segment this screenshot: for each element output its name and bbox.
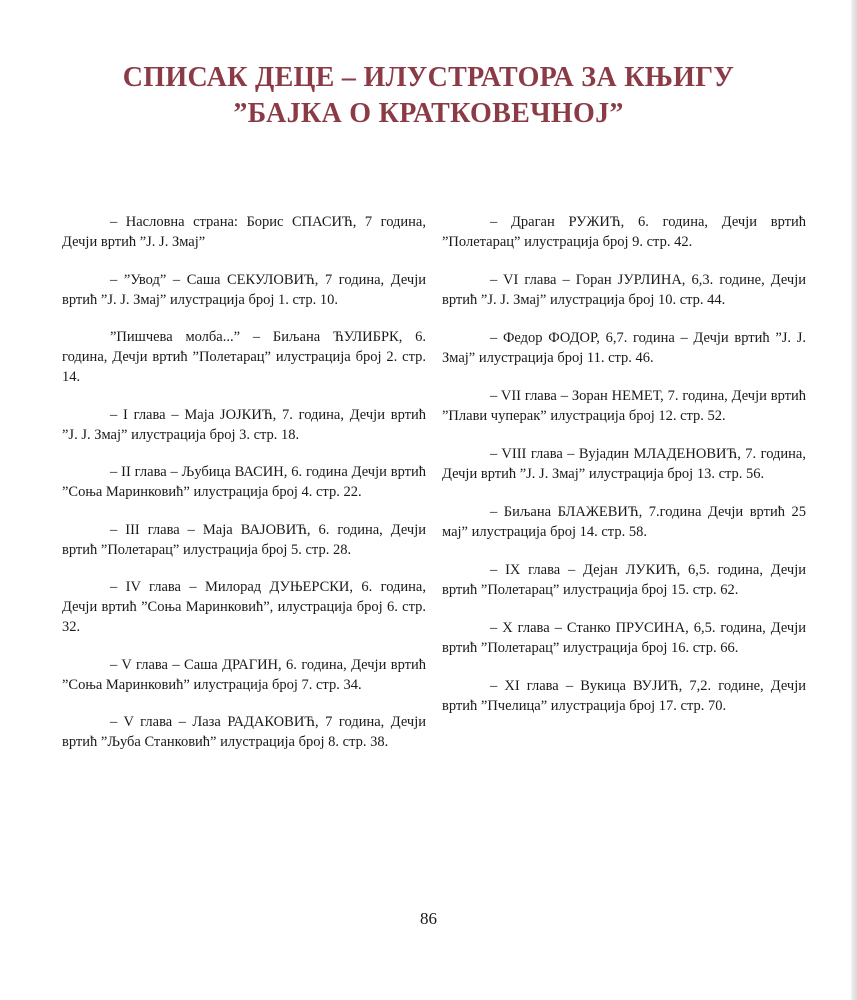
- list-item: – Федор ФОДОР, 6,7. година – Дечји вртић ”Ј. Ј. Змај” илустрација број 11. стр. 46.: [442, 330, 806, 366]
- list-item: – VIII глава – Вујадин МЛАДЕНОВИЋ, 7. година, Дечји вртић ”Ј. Ј. Змај” илустрација број 13. стр. 56.: [442, 446, 806, 482]
- title-line-1: СПИСАК ДЕЦЕ – ИЛУСТРАТОРА ЗА КЊИГУ: [122, 62, 735, 93]
- page-edge: [851, 0, 857, 1000]
- list-item: – VII глава – Зоран НЕМЕТ, 7. година, Дечји вртић ”Плави чуперак” илустрација број 12. стр. 52.: [442, 388, 806, 424]
- page-number: 86: [420, 909, 437, 928]
- list-item: ”Пишчева молба...” – Биљана ЋУЛИБРК, 6. година, Дечји вртић ”Полетарац” илустрација број 2. стр. 14.: [62, 329, 426, 385]
- right-column: [442, 212, 806, 734]
- list-item: – Насловна страна: Борис СПАСИЋ, 7 година, Дечји вртић ”Ј. Ј. Змај”: [62, 214, 426, 250]
- list-item: – Драган РУЖИЋ, 6. година, Дечји вртић ”Полетарац” илустрација број 9. стр. 42.: [442, 214, 806, 250]
- list-item: – V глава – Лаза РАДАКОВИЋ, 7 година, Дечји вртић ”Љуба Станковић” илустрација број 8. стр. 38.: [62, 714, 426, 750]
- list-item: – II глава – Љубица ВАСИН, 6. година Дечји вртић ”Соња Маринковић” илустрација број 4. стр. 22.: [62, 464, 426, 500]
- list-item: – Биљана БЛАЖЕВИЋ, 7.година Дечји вртић 25 мај” илустрација број 14. стр. 58.: [442, 504, 806, 540]
- left-column: [62, 212, 426, 770]
- list-item: – ”Увод” – Саша СЕКУЛОВИЋ, 7 година, Дечји вртић ”Ј. Ј. Змај” илустрација број 1. стр. 10.: [62, 271, 426, 308]
- list-item: – IV глава – Милорад ДУЊЕРСКИ, 6. година, Дечји вртић ”Соња Маринковић”, илустрација број 6. стр. 32.: [62, 579, 426, 635]
- list-item: – III глава – Маја ВАЈОВИЋ, 6. година, Дечји вртић ”Полетарац” илустрација број 5. стр. 28.: [62, 521, 426, 558]
- list-item: – VI глава – Горан ЈУРЛИНА, 6,3. године, Дечји вртић ”Ј. Ј. Змај” илустрација број 10. стр. 44.: [442, 272, 806, 308]
- list-item: – X глава – Станко ПРУСИНА, 6,5. година, Дечји вртић ”Полетарац” илустрација број 16. стр. 66.: [442, 620, 806, 656]
- title-line-2: ”БАЈКА О КРАТКОВЕЧНОЈ”: [233, 98, 624, 129]
- list-item: – XI глава – Вукица ВУЈИЋ, 7,2. године, Дечји вртић ”Пчелица” илустрација број 17. стр. 70.: [442, 678, 806, 714]
- list-item: – IX глава – Дејан ЛУКИЋ, 6,5. година, Дечји вртић ”Полетарац” илустрација број 15. стр. 62.: [442, 562, 806, 598]
- list-item: – I глава – Маја ЈОЈКИЋ, 7. година, Дечји вртић ”Ј. Ј. Змај” илустрација број 3. стр. 18.: [62, 406, 426, 443]
- page-title: [0, 60, 857, 132]
- list-item: – V глава – Саша ДРАГИН, 6. година, Дечји вртић ”Соња Маринковић” илустрација број 7. стр. 34.: [62, 656, 426, 693]
